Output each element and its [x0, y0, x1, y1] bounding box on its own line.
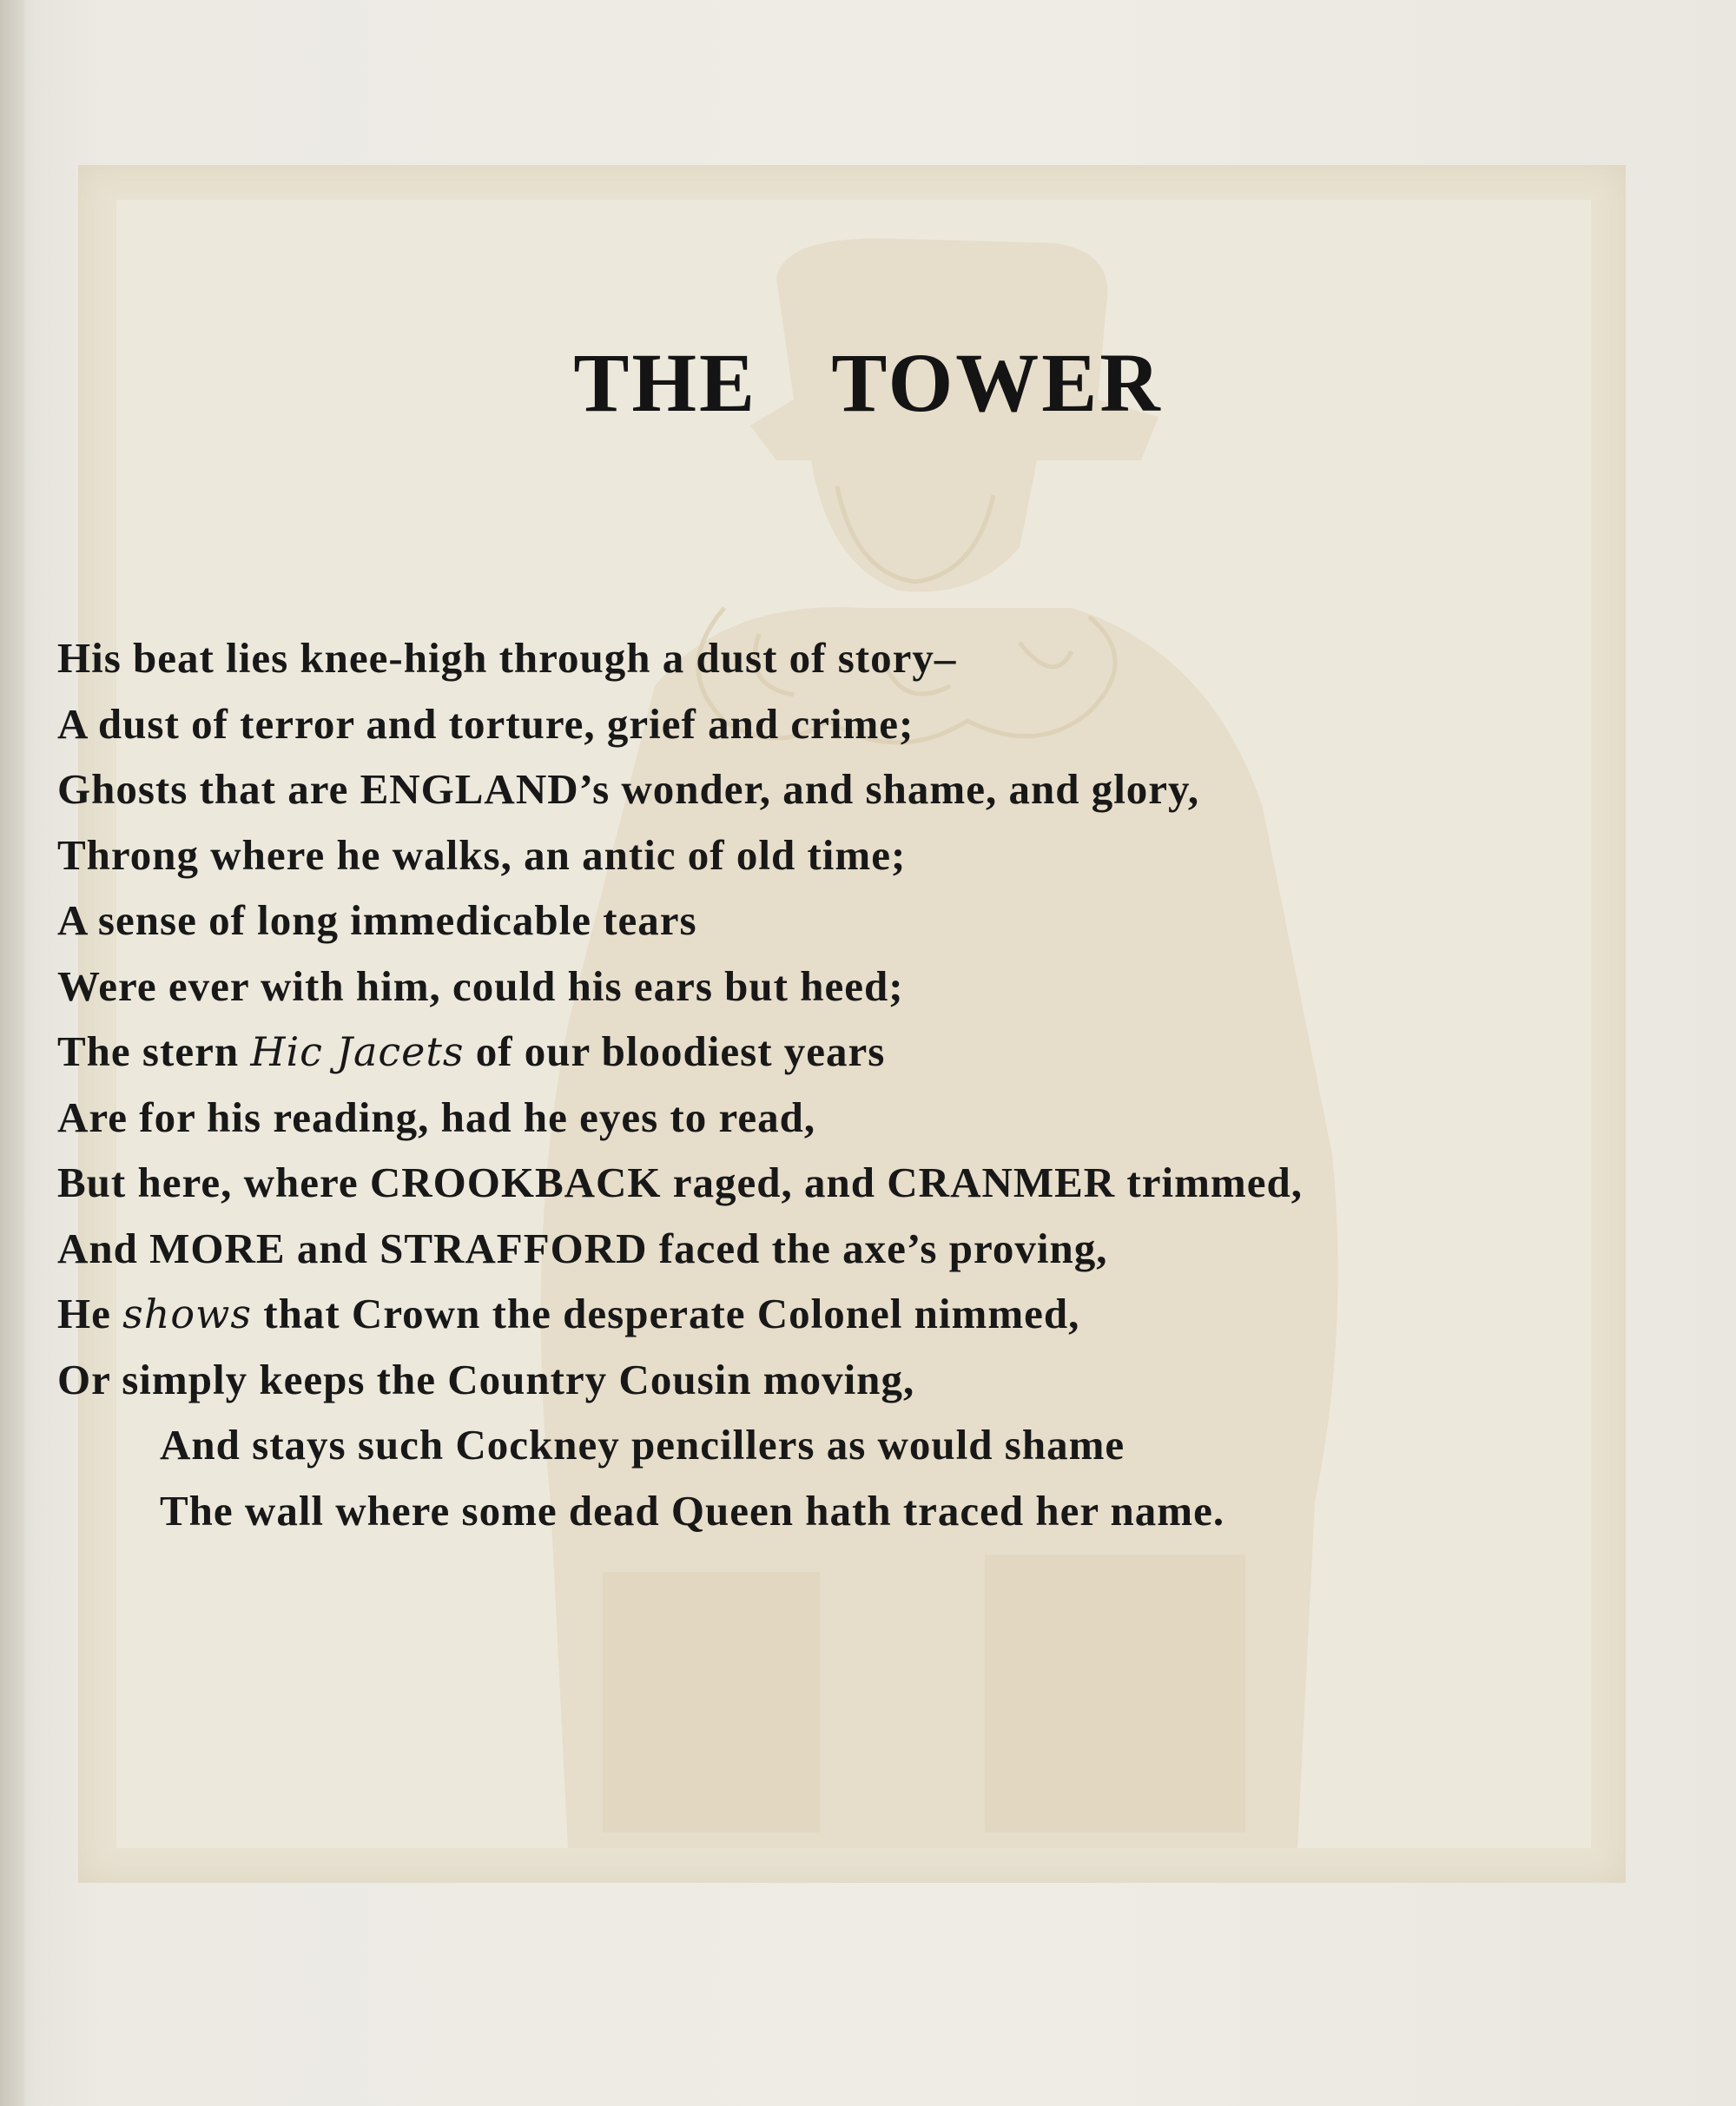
poem-line-text-before: The stern	[57, 1027, 251, 1075]
poem-line-text: A dust of terror and torture, grief and crime;	[57, 699, 914, 748]
poem-line-11	[57, 1281, 1707, 1347]
poem-line-text: But here, where CROOKBACK raged, and CRANMER trimmed,	[57, 1159, 1303, 1206]
poem-line-text-after: of our bloodiest years	[464, 1027, 886, 1075]
poem-line-italic: Hic Jacets	[250, 1028, 465, 1075]
poem-line-9	[57, 1150, 1707, 1216]
poem-line-text: The wall where some dead Queen hath traced her name.	[160, 1486, 1225, 1535]
page-gutter-edge	[0, 0, 24, 2106]
poem-line-text: And stays such Cockney pencillers as would shame	[160, 1421, 1125, 1469]
poem-line-text: And MORE and STRAFFORD faced the axe’s proving,	[57, 1224, 1108, 1272]
poem-line-text-before: He	[57, 1290, 123, 1337]
lower-panel-left	[603, 1572, 820, 1832]
poem-line-6	[57, 954, 1707, 1020]
poem-line-14	[57, 1478, 1707, 1544]
poem-line-italic: shows	[122, 1291, 253, 1337]
poem-line-3	[57, 756, 1707, 822]
face-shape	[811, 460, 1037, 591]
poem-body	[57, 625, 1707, 1543]
poem-line-text: Ghosts that are ENGLAND’s wonder, and shame, and glory,	[57, 765, 1200, 813]
lower-panel-right	[985, 1555, 1245, 1832]
poem-line-12	[57, 1347, 1707, 1413]
poem-title: THE TOWER	[573, 336, 1163, 429]
poem-line-13	[57, 1412, 1707, 1478]
poem-line-10	[57, 1216, 1707, 1282]
poem-line-5	[57, 888, 1707, 954]
poem-line-text: Were ever with him, could his ears but heed;	[57, 961, 904, 1010]
poem-line-7	[57, 1019, 1707, 1085]
poem-line-1	[57, 625, 1707, 691]
poem-line-2	[57, 691, 1707, 757]
poem-line-text: A sense of long immedicable tears	[57, 896, 697, 944]
poem-line-text: Are for his reading, had he eyes to read,	[57, 1093, 816, 1141]
poem-line-8	[57, 1085, 1707, 1151]
poem-line-4	[57, 822, 1707, 888]
poem-line-text: Throng where he walks, an antic of old time;	[57, 830, 907, 879]
poem-line-text: Or simply keeps the Country Cousin moving,	[57, 1355, 915, 1403]
poem-line-text: His beat lies knee-high through a dust of story–	[57, 634, 957, 682]
poem-line-text-after: that Crown the desperate Colonel nimmed,	[252, 1290, 1080, 1337]
